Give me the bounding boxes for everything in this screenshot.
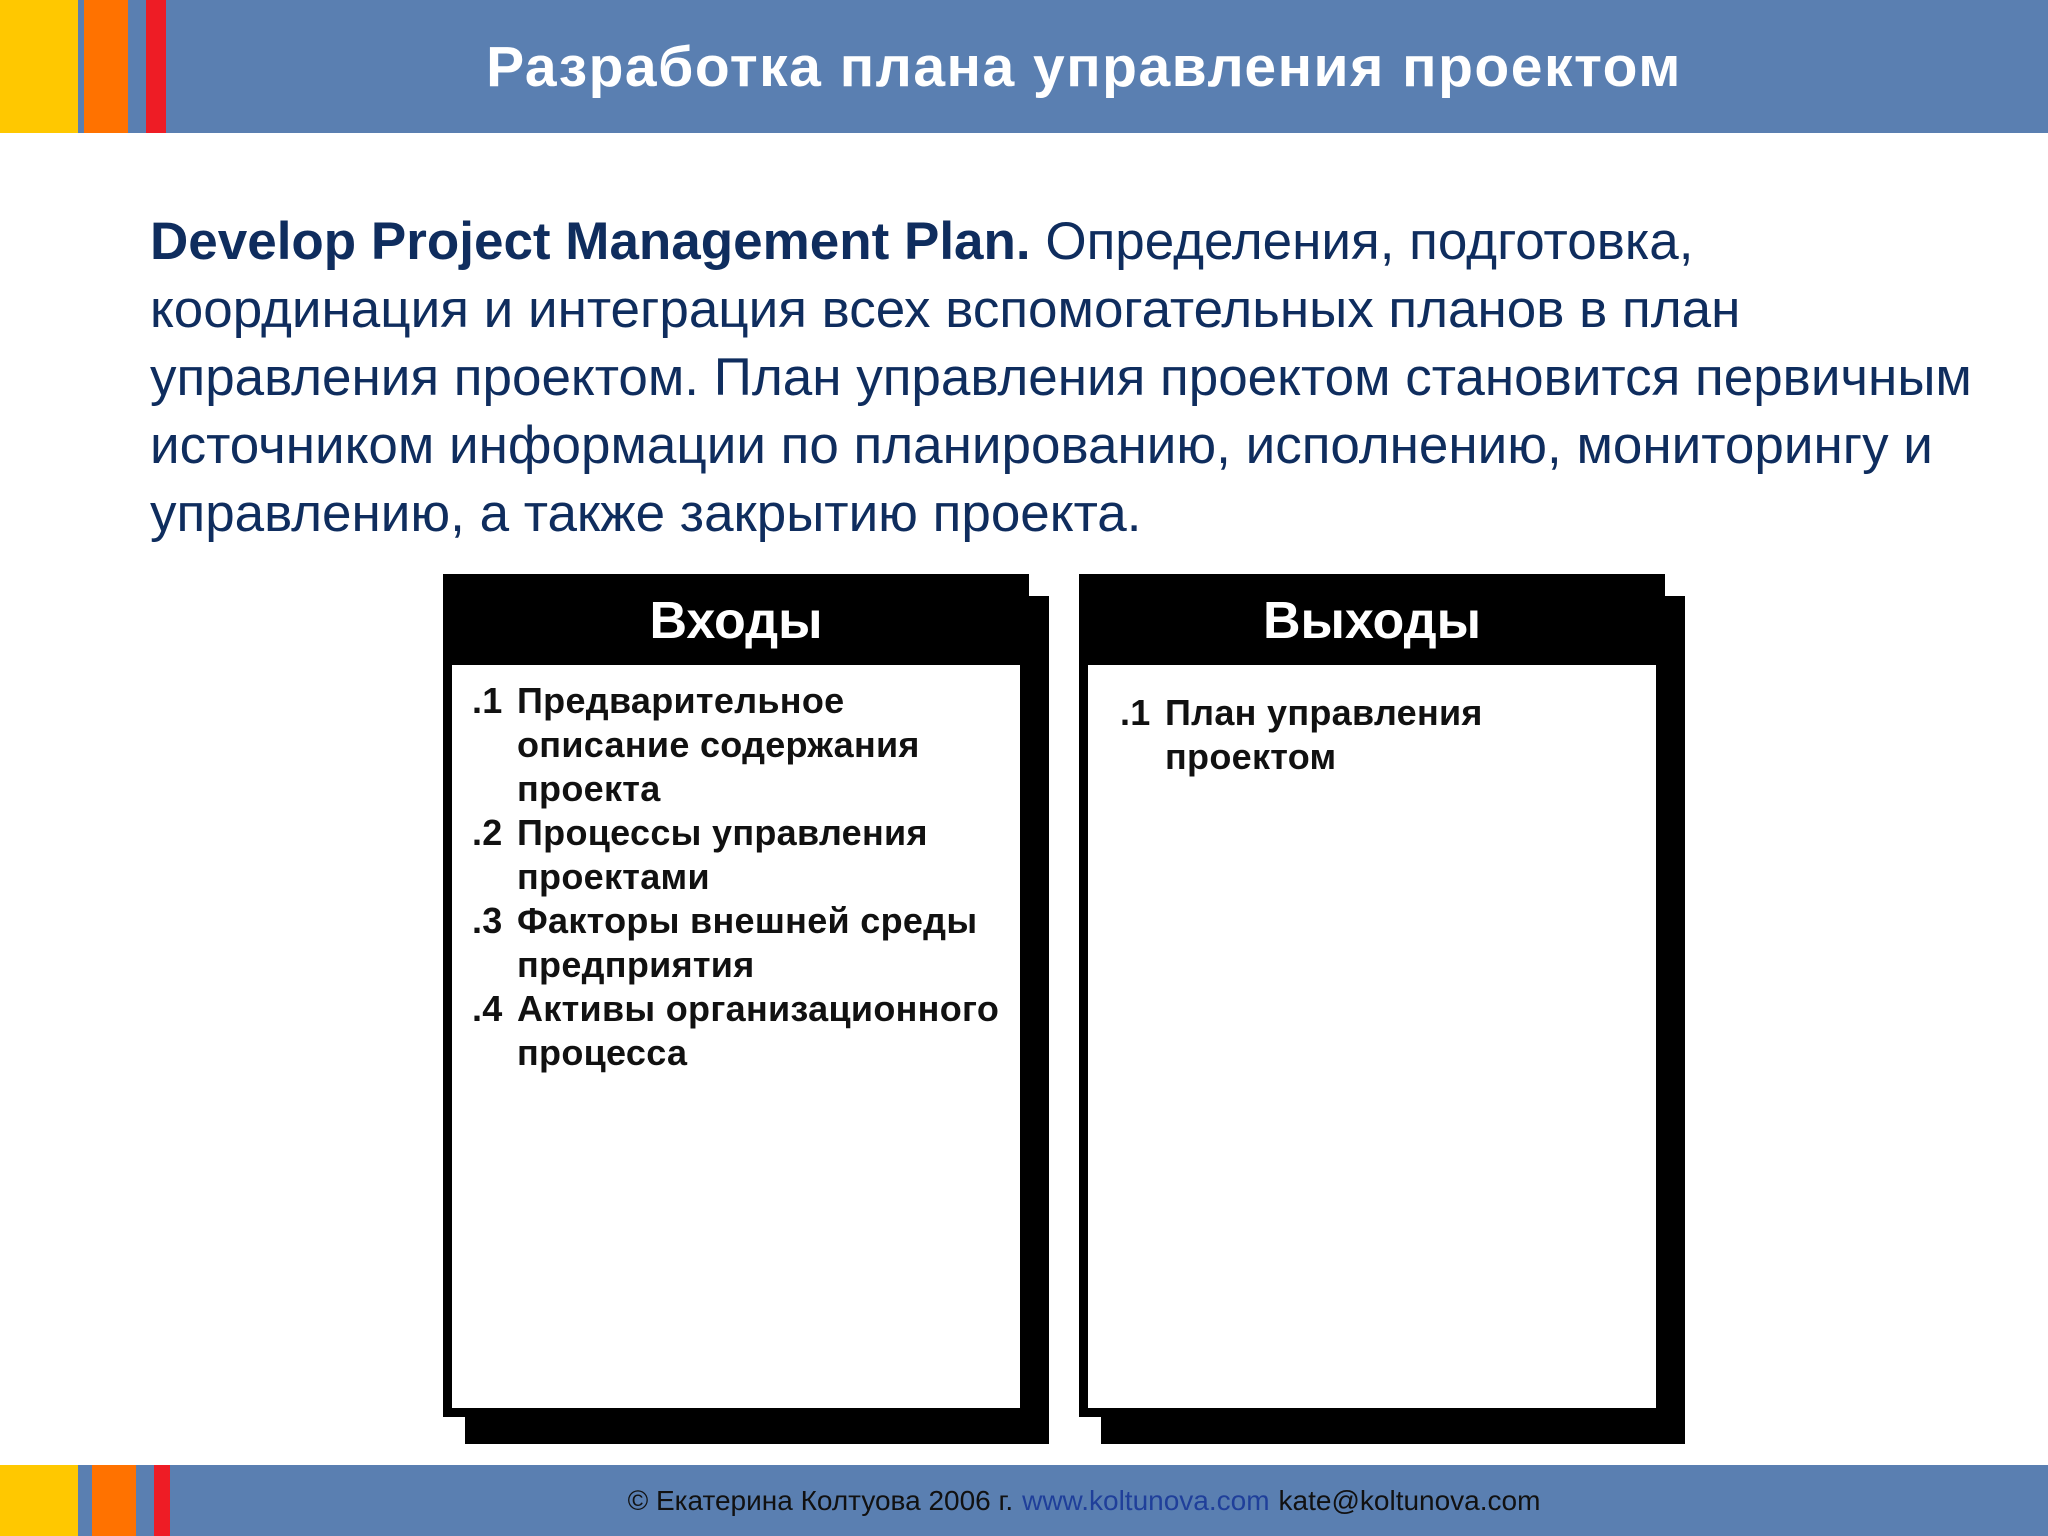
footer-email-link[interactable]: kate@koltunova.com <box>1278 1484 1541 1516</box>
inputs-item <box>472 899 1010 987</box>
item-number: .4 <box>472 988 503 1029</box>
footer-copyright: © Екатерина Колтуова 2006 г. <box>627 1484 1014 1516</box>
item-text: Активы организационного процесса <box>517 988 1000 1073</box>
inputs-content <box>452 665 1020 1408</box>
footer-credits <box>0 1465 2048 1536</box>
inputs-item <box>472 679 1010 811</box>
item-number: .1 <box>472 680 503 721</box>
item-text: Процессы управления проектами <box>517 812 928 897</box>
outputs-title: Выходы <box>1082 577 1662 665</box>
intro-lead: Develop Project Management Plan. <box>150 212 1031 271</box>
inputs-panel <box>443 574 1049 1444</box>
item-number: .2 <box>472 812 503 853</box>
outputs-list <box>1088 665 1656 779</box>
inputs-panel-frame <box>443 574 1029 1417</box>
intro-text: Определения, подготовка, координация и интеграция всех вспомогательных планов в план управления проектом. План управления проектом становится первичным источником информации по планированию, исполнению, мониторингу и управлению, а также закрытию проекта. <box>150 212 1972 543</box>
outputs-content <box>1088 665 1656 1408</box>
item-text: Факторы внешней среды предприятия <box>517 900 978 985</box>
inputs-title: Входы <box>446 577 1026 665</box>
slide-title: Разработка плана управления проектом <box>486 34 1682 99</box>
item-text: План управления проектом <box>1165 692 1483 777</box>
inputs-item <box>472 811 1010 899</box>
item-text: Предварительное описание содержания проекта <box>517 680 920 809</box>
outputs-item <box>1120 691 1646 779</box>
outputs-panel <box>1079 574 1685 1444</box>
inputs-list <box>452 665 1020 1075</box>
footer-website-link[interactable]: www.koltunova.com <box>1022 1484 1270 1516</box>
item-number: .3 <box>472 900 503 941</box>
outputs-panel-frame <box>1079 574 1665 1417</box>
inputs-item <box>472 987 1010 1075</box>
intro-paragraph <box>150 208 1990 548</box>
item-number: .1 <box>1120 692 1151 733</box>
